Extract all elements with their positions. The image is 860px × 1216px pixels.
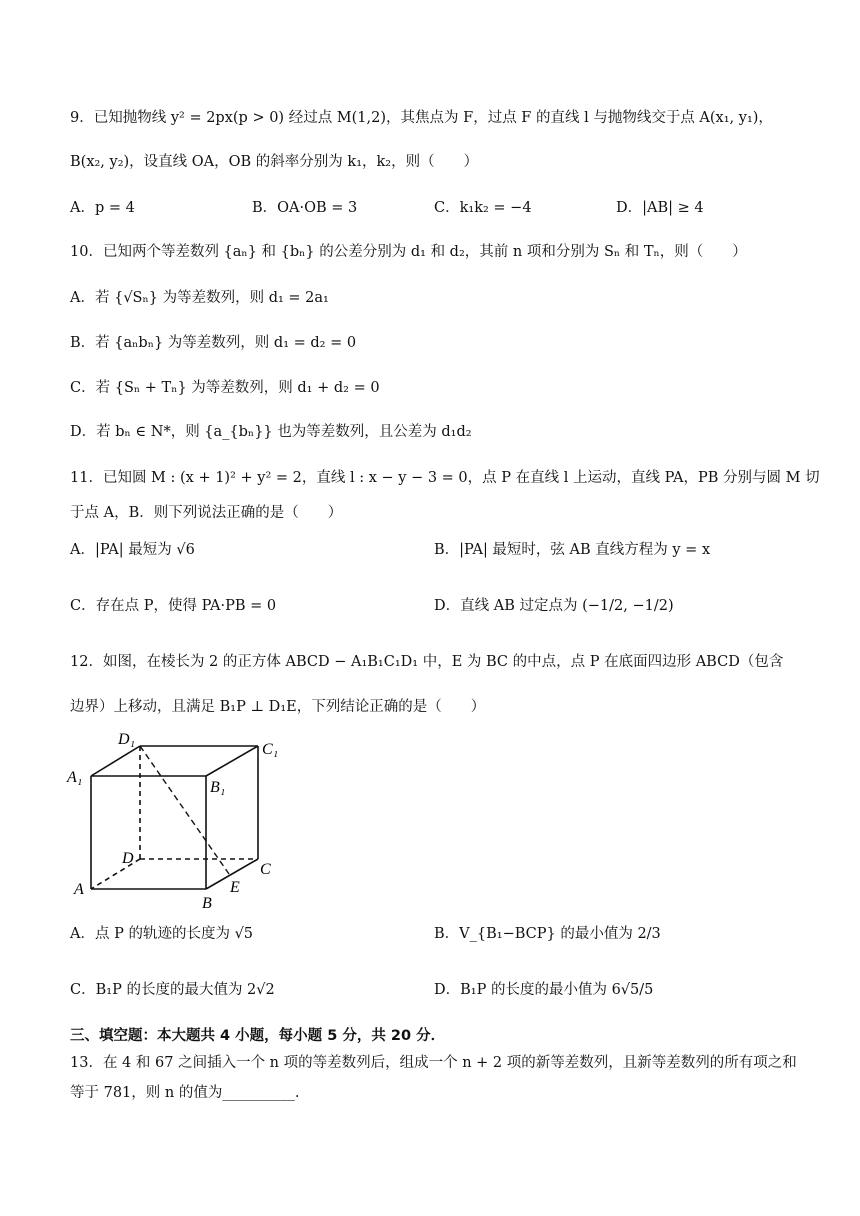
q9-stem-line2: B(x₂, y₂)，设直线 OA，OB 的斜率分别为 k₁，k₂，则（ ） bbox=[70, 154, 479, 170]
label-D: D bbox=[122, 850, 134, 867]
q9-stem-line1: 9．已知抛物线 y² = 2px(p > 0) 经过点 M(1,2)，其焦点为 F，过点 F 的直线 l 与抛物线交于点 A(x₁, y₁)， bbox=[70, 110, 773, 126]
section-title: 三、填空题：本大题共 4 小题，每小题 5 分，共 20 分． bbox=[70, 1028, 446, 1044]
q11-option-a: A．|PA| 最短为 √6 bbox=[70, 542, 195, 558]
cube-figure bbox=[62, 724, 292, 914]
label-D1: D₁ bbox=[118, 731, 136, 748]
q11-stem-line1: 11．已知圆 M : (x + 1)² + y² = 2，直线 l : x − y − 3 = 0，点 P 在直线 l 上运动，直线 PA，PB 分别与圆 M 切 bbox=[70, 470, 820, 486]
q10-option-a: A．若 {√Sₙ} 为等差数列，则 d₁ = 2a₁ bbox=[70, 290, 329, 306]
q11-option-b: B．|PA| 最短时，弦 AB 直线方程为 y = x bbox=[434, 542, 711, 558]
q9-option-b: B．OA·OB = 3 bbox=[252, 200, 358, 216]
q12-option-d: D．B₁P 的长度的最小值为 6√5/5 bbox=[434, 982, 654, 998]
q12-stem-line2: 边界）上移动，且满足 B₁P ⊥ D₁E，下列结论正确的是（ ） bbox=[70, 699, 486, 715]
q12-option-b: B．V_{B₁−BCP} 的最小值为 2/3 bbox=[434, 926, 661, 942]
label-B: B bbox=[202, 895, 212, 912]
label-E: E bbox=[230, 879, 240, 896]
label-A1: A₁ bbox=[67, 769, 83, 786]
q9-option-d: D．|AB| ≥ 4 bbox=[616, 200, 704, 216]
q11-option-c: C．存在点 P，使得 PA·PB = 0 bbox=[70, 598, 277, 614]
q9-option-a: A．p = 4 bbox=[70, 200, 135, 216]
q11-option-d: D．直线 AB 过定点为 (−1/2, −1/2) bbox=[434, 598, 674, 614]
label-C: C bbox=[260, 861, 271, 878]
q10-option-b: B．若 {aₙbₙ} 为等差数列，则 d₁ = d₂ = 0 bbox=[70, 335, 357, 351]
q10-stem: 10．已知两个等差数列 {aₙ} 和 {bₙ} 的公差分别为 d₁ 和 d₂，其前 n 项和分别为 Sₙ 和 Tₙ，则（ ） bbox=[70, 244, 747, 260]
q12-option-a: A．点 P 的轨迹的长度为 √5 bbox=[70, 926, 254, 942]
q12-option-c: C．B₁P 的长度的最大值为 2√2 bbox=[70, 982, 275, 998]
q13-line2: 等于 781，则 n 的值为__________. bbox=[70, 1085, 300, 1101]
label-B1: B₁ bbox=[210, 779, 226, 796]
edge-B1C1 bbox=[206, 746, 258, 776]
q13-line1: 13．在 4 和 67 之间插入一个 n 项的等差数列后，组成一个 n + 2 项的新等差数列，且新等差数列的所有项之和 bbox=[70, 1055, 797, 1071]
q10-option-c: C．若 {Sₙ + Tₙ} 为等差数列，则 d₁ + d₂ = 0 bbox=[70, 380, 380, 396]
q11-stem-line2: 于点 A，B．则下列说法正确的是（ ） bbox=[70, 505, 343, 521]
edge-A1D1 bbox=[91, 746, 140, 776]
label-A: A bbox=[74, 881, 84, 898]
q9-option-c: C．k₁k₂ = −4 bbox=[434, 200, 532, 216]
q10-option-d: D．若 bₙ ∈ N*，则 {a_{bₙ}} 也为等差数列，且公差为 d₁d₂ bbox=[70, 424, 472, 440]
label-C1: C₁ bbox=[262, 741, 279, 758]
q12-stem-line1: 12．如图，在棱长为 2 的正方体 ABCD − A₁B₁C₁D₁ 中，E 为 BC 的中点，点 P 在底面四边形 ABCD（包含 bbox=[70, 654, 784, 670]
segment-D1E bbox=[140, 746, 229, 874]
